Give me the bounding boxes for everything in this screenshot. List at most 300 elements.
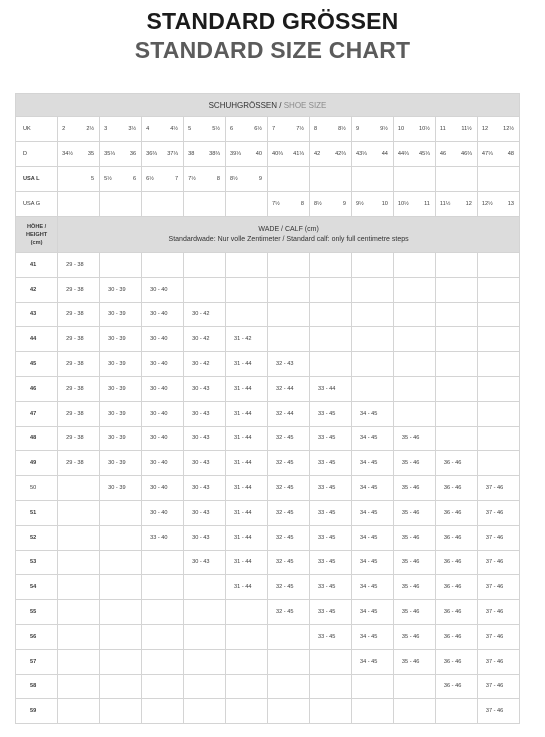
calf-range-cell: 33 - 45 bbox=[309, 451, 351, 476]
calf-range-cell: 33 - 45 bbox=[309, 575, 351, 600]
shoe-size-row-label: D bbox=[16, 142, 58, 167]
shoe-size-cell bbox=[184, 142, 226, 167]
shoe-size-value: 2 bbox=[62, 126, 66, 132]
calf-range-cell bbox=[393, 401, 435, 426]
calf-range-cell bbox=[226, 649, 268, 674]
calf-range-cell bbox=[268, 277, 310, 302]
calf-range-cell: 30 - 40 bbox=[142, 277, 184, 302]
calf-size-row bbox=[16, 451, 520, 476]
calf-range-cell bbox=[393, 352, 435, 377]
calf-range-cell bbox=[58, 575, 100, 600]
height-value: 58 bbox=[16, 674, 58, 699]
calf-range-cell: 32 - 45 bbox=[268, 600, 310, 625]
calf-range-cell bbox=[58, 699, 100, 724]
shoe-size-cell bbox=[142, 117, 184, 142]
calf-range-cell: 29 - 38 bbox=[58, 327, 100, 352]
calf-range-cell: 34 - 45 bbox=[351, 451, 393, 476]
calf-range-cell bbox=[142, 699, 184, 724]
shoe-size-value: 5½ bbox=[212, 126, 221, 132]
calf-range-cell bbox=[184, 600, 226, 625]
shoe-size-value: 11½ bbox=[439, 201, 451, 207]
calf-column-header bbox=[58, 217, 520, 253]
calf-range-cell: 31 - 44 bbox=[226, 550, 268, 575]
shoe-size-cell bbox=[351, 117, 393, 142]
calf-range-cell: 30 - 40 bbox=[142, 352, 184, 377]
calf-range-cell: 30 - 39 bbox=[100, 401, 142, 426]
calf-range-cell: 32 - 45 bbox=[268, 426, 310, 451]
calf-range-cell: 34 - 45 bbox=[351, 426, 393, 451]
calf-range-cell: 34 - 45 bbox=[351, 525, 393, 550]
shoe-size-value: 4 bbox=[146, 126, 150, 132]
calf-range-cell bbox=[393, 699, 435, 724]
calf-range-cell: 30 - 39 bbox=[100, 277, 142, 302]
shoe-size-value: 7½ bbox=[296, 126, 304, 132]
calf-range-cell: 30 - 40 bbox=[142, 451, 184, 476]
calf-range-cell: 33 - 45 bbox=[309, 525, 351, 550]
shoe-size-value: 12 bbox=[481, 126, 489, 132]
calf-range-cell: 33 - 45 bbox=[309, 426, 351, 451]
calf-range-cell bbox=[435, 699, 477, 724]
calf-range-cell: 30 - 39 bbox=[100, 352, 142, 377]
calf-header-title: WADE / CALF (cm) bbox=[258, 225, 319, 233]
calf-range-cell bbox=[435, 277, 477, 302]
calf-range-cell bbox=[58, 550, 100, 575]
shoe-size-value: 6½ bbox=[146, 176, 154, 182]
calf-range-cell: 31 - 44 bbox=[226, 376, 268, 401]
calf-range-cell: 37 - 46 bbox=[477, 476, 519, 501]
calf-range-cell bbox=[100, 600, 142, 625]
calf-range-cell bbox=[100, 649, 142, 674]
calf-range-cell bbox=[184, 575, 226, 600]
calf-size-row bbox=[16, 277, 520, 302]
calf-range-cell bbox=[226, 624, 268, 649]
calf-range-cell: 32 - 45 bbox=[268, 575, 310, 600]
shoe-size-cell bbox=[226, 142, 268, 167]
calf-range-cell: 32 - 45 bbox=[268, 550, 310, 575]
calf-size-row bbox=[16, 376, 520, 401]
calf-range-cell: 36 - 46 bbox=[435, 550, 477, 575]
calf-range-cell bbox=[142, 575, 184, 600]
height-value: 59 bbox=[16, 699, 58, 724]
shoe-size-value: 12½ bbox=[503, 126, 514, 132]
shoe-size-cell bbox=[268, 167, 310, 192]
calf-range-cell: 29 - 38 bbox=[58, 352, 100, 377]
height-value: 53 bbox=[16, 550, 58, 575]
calf-range-cell bbox=[268, 699, 310, 724]
calf-range-cell: 33 - 45 bbox=[309, 401, 351, 426]
calf-size-row bbox=[16, 674, 520, 699]
calf-range-cell bbox=[226, 674, 268, 699]
shoe-size-cell bbox=[435, 142, 477, 167]
calf-range-cell: 34 - 45 bbox=[351, 401, 393, 426]
shoe-size-value: 11 bbox=[439, 126, 446, 132]
calf-range-cell: 30 - 39 bbox=[100, 476, 142, 501]
height-value: 56 bbox=[16, 624, 58, 649]
shoe-size-value: 8 bbox=[313, 126, 318, 132]
shoe-size-value: 42 bbox=[313, 151, 321, 157]
shoe-size-value: 41⅓ bbox=[293, 151, 304, 157]
calf-range-cell bbox=[477, 253, 519, 278]
calf-range-cell bbox=[351, 327, 393, 352]
shoe-size-cell bbox=[58, 117, 100, 142]
calf-range-cell: 32 - 43 bbox=[268, 352, 310, 377]
calf-range-cell: 36 - 46 bbox=[435, 674, 477, 699]
shoe-size-value: 5 bbox=[91, 176, 95, 182]
calf-range-cell bbox=[477, 401, 519, 426]
calf-size-row bbox=[16, 649, 520, 674]
shoe-size-row-label: USA L bbox=[16, 167, 58, 192]
calf-range-cell bbox=[477, 376, 519, 401]
shoe-size-row bbox=[16, 192, 520, 217]
calf-range-cell bbox=[435, 352, 477, 377]
calf-range-cell bbox=[393, 674, 435, 699]
shoe-size-row bbox=[16, 142, 520, 167]
height-value: 46 bbox=[16, 376, 58, 401]
height-column-header-line: HEIGHT bbox=[26, 231, 48, 238]
calf-range-cell bbox=[226, 277, 268, 302]
shoe-size-cell bbox=[226, 167, 268, 192]
calf-range-cell: 33 - 45 bbox=[309, 500, 351, 525]
calf-range-cell: 35 - 46 bbox=[393, 575, 435, 600]
calf-range-cell: 33 - 45 bbox=[309, 600, 351, 625]
calf-range-cell bbox=[309, 302, 351, 327]
calf-range-cell: 30 - 39 bbox=[100, 426, 142, 451]
shoe-size-value: 9 bbox=[258, 176, 263, 182]
shoe-size-value: 12 bbox=[465, 201, 472, 207]
calf-range-cell: 36 - 46 bbox=[435, 624, 477, 649]
calf-header-subtitle: Standardwade: Nur volle Zentimeter / Standard calf: only full centimetre steps bbox=[168, 235, 409, 243]
shoe-size-value: 46⅔ bbox=[460, 151, 472, 157]
calf-range-cell bbox=[435, 376, 477, 401]
calf-range-cell: 29 - 38 bbox=[58, 253, 100, 278]
calf-range-cell bbox=[351, 277, 393, 302]
shoe-size-cell bbox=[309, 117, 351, 142]
calf-range-cell: 35 - 46 bbox=[393, 426, 435, 451]
calf-size-row bbox=[16, 575, 520, 600]
calf-range-cell bbox=[268, 624, 310, 649]
shoe-size-value: 8 bbox=[216, 176, 221, 182]
calf-range-cell bbox=[309, 277, 351, 302]
calf-range-cell bbox=[142, 253, 184, 278]
shoe-size-row bbox=[16, 167, 520, 192]
shoe-size-cell bbox=[393, 142, 435, 167]
shoe-size-cell bbox=[351, 142, 393, 167]
calf-range-cell: 30 - 39 bbox=[100, 302, 142, 327]
calf-range-cell bbox=[184, 674, 226, 699]
shoe-size-header-de: SCHUHGRÖSSEN / bbox=[208, 100, 282, 110]
calf-range-cell: 37 - 46 bbox=[477, 525, 519, 550]
shoe-size-value: 7 bbox=[174, 176, 179, 182]
shoe-size-cell bbox=[100, 117, 142, 142]
shoe-size-value: 7 bbox=[272, 126, 276, 132]
calf-range-cell bbox=[309, 674, 351, 699]
calf-range-cell bbox=[142, 674, 184, 699]
calf-size-row bbox=[16, 500, 520, 525]
calf-range-cell: 30 - 40 bbox=[142, 426, 184, 451]
calf-range-cell: 35 - 46 bbox=[393, 500, 435, 525]
shoe-size-header-en: SHOE SIZE bbox=[283, 100, 327, 110]
height-value: 47 bbox=[16, 401, 58, 426]
shoe-size-cell bbox=[268, 117, 310, 142]
calf-range-cell: 31 - 44 bbox=[226, 500, 268, 525]
calf-range-cell: 34 - 45 bbox=[351, 575, 393, 600]
height-value: 41 bbox=[16, 253, 58, 278]
calf-range-cell bbox=[393, 253, 435, 278]
shoe-size-cell bbox=[477, 192, 519, 217]
calf-range-cell: 30 - 43 bbox=[184, 401, 226, 426]
calf-range-cell bbox=[226, 253, 268, 278]
calf-range-cell: 34 - 45 bbox=[351, 624, 393, 649]
height-value: 55 bbox=[16, 600, 58, 625]
calf-range-cell: 33 - 40 bbox=[142, 525, 184, 550]
calf-range-cell bbox=[435, 426, 477, 451]
calf-range-cell bbox=[58, 649, 100, 674]
shoe-size-value: 6 bbox=[230, 126, 234, 132]
calf-range-cell: 33 - 45 bbox=[309, 550, 351, 575]
shoe-size-header-row bbox=[16, 94, 520, 117]
shoe-size-cell bbox=[393, 117, 435, 142]
shoe-size-cell bbox=[184, 167, 226, 192]
calf-range-cell: 37 - 46 bbox=[477, 575, 519, 600]
shoe-size-value: 10 bbox=[397, 126, 405, 132]
shoe-size-row bbox=[16, 117, 520, 142]
calf-range-cell: 30 - 42 bbox=[184, 327, 226, 352]
calf-range-cell bbox=[393, 327, 435, 352]
height-value: 49 bbox=[16, 451, 58, 476]
calf-range-cell bbox=[58, 525, 100, 550]
shoe-size-value: 35 bbox=[87, 151, 95, 157]
height-value: 51 bbox=[16, 500, 58, 525]
size-chart-table bbox=[15, 93, 520, 724]
shoe-size-value: 3 bbox=[104, 126, 108, 132]
height-column-header-line: (cm) bbox=[30, 239, 43, 246]
chart-title-de: STANDARD GRÖSSEN bbox=[146, 8, 399, 34]
calf-range-cell: 37 - 46 bbox=[477, 624, 519, 649]
height-value: 45 bbox=[16, 352, 58, 377]
shoe-size-cell bbox=[309, 142, 351, 167]
calf-range-cell: 30 - 43 bbox=[184, 376, 226, 401]
calf-range-cell: 30 - 42 bbox=[184, 352, 226, 377]
calf-range-cell bbox=[142, 649, 184, 674]
shoe-size-value: 9 bbox=[355, 126, 360, 132]
calf-range-cell: 32 - 45 bbox=[268, 476, 310, 501]
calf-range-cell bbox=[100, 253, 142, 278]
calf-range-cell: 30 - 43 bbox=[184, 426, 226, 451]
calf-range-cell bbox=[477, 451, 519, 476]
calf-range-cell: 30 - 39 bbox=[100, 376, 142, 401]
calf-range-cell: 32 - 45 bbox=[268, 451, 310, 476]
calf-range-cell bbox=[393, 376, 435, 401]
calf-range-cell bbox=[477, 277, 519, 302]
shoe-size-value: 13 bbox=[507, 201, 514, 207]
calf-range-cell bbox=[100, 500, 142, 525]
height-column-header-line: HÖHE / bbox=[26, 223, 47, 230]
calf-range-cell: 30 - 43 bbox=[184, 550, 226, 575]
calf-range-cell: 30 - 43 bbox=[184, 500, 226, 525]
shoe-size-value: 43⅓ bbox=[355, 151, 367, 157]
calf-size-row bbox=[16, 600, 520, 625]
calf-range-cell: 30 - 40 bbox=[142, 376, 184, 401]
calf-range-cell: 35 - 46 bbox=[393, 525, 435, 550]
calf-range-cell: 30 - 40 bbox=[142, 500, 184, 525]
shoe-size-value: 12½ bbox=[481, 201, 493, 207]
shoe-size-value: 36⅔ bbox=[146, 151, 157, 157]
calf-size-row bbox=[16, 426, 520, 451]
shoe-size-cell bbox=[100, 142, 142, 167]
shoe-size-value: 5 bbox=[188, 126, 192, 132]
calf-range-cell: 32 - 45 bbox=[268, 500, 310, 525]
calf-range-cell: 33 - 45 bbox=[309, 476, 351, 501]
calf-range-cell: 36 - 46 bbox=[435, 525, 477, 550]
calf-range-cell bbox=[226, 699, 268, 724]
calf-range-cell: 30 - 40 bbox=[142, 302, 184, 327]
shoe-size-cell bbox=[184, 192, 226, 217]
calf-range-cell bbox=[351, 699, 393, 724]
calf-range-cell: 30 - 39 bbox=[100, 451, 142, 476]
shoe-size-cell bbox=[142, 142, 184, 167]
height-value: 43 bbox=[16, 302, 58, 327]
calf-range-cell: 35 - 46 bbox=[393, 624, 435, 649]
calf-range-cell bbox=[351, 302, 393, 327]
shoe-size-value: 9½ bbox=[355, 201, 364, 207]
calf-range-cell: 30 - 43 bbox=[184, 476, 226, 501]
calf-range-cell bbox=[268, 649, 310, 674]
calf-range-cell: 31 - 42 bbox=[226, 327, 268, 352]
calf-range-cell bbox=[184, 277, 226, 302]
calf-range-cell bbox=[351, 674, 393, 699]
shoe-size-value: 36 bbox=[129, 151, 137, 157]
shoe-size-cell bbox=[268, 142, 310, 167]
calf-header-row bbox=[16, 217, 520, 253]
calf-range-cell bbox=[58, 624, 100, 649]
shoe-size-value: 47⅓ bbox=[481, 151, 493, 157]
calf-range-cell bbox=[477, 302, 519, 327]
calf-range-cell: 35 - 46 bbox=[393, 476, 435, 501]
calf-range-cell bbox=[309, 327, 351, 352]
calf-range-cell: 37 - 46 bbox=[477, 500, 519, 525]
calf-range-cell bbox=[268, 253, 310, 278]
calf-range-cell: 29 - 38 bbox=[58, 302, 100, 327]
shoe-size-cell bbox=[268, 192, 310, 217]
calf-range-cell: 32 - 45 bbox=[268, 525, 310, 550]
calf-range-cell bbox=[268, 327, 310, 352]
shoe-size-cell bbox=[226, 117, 268, 142]
calf-range-cell: 29 - 38 bbox=[58, 401, 100, 426]
shoe-size-value: 42⅔ bbox=[335, 151, 346, 157]
calf-range-cell: 35 - 46 bbox=[393, 600, 435, 625]
calf-range-cell: 37 - 46 bbox=[477, 600, 519, 625]
height-value: 54 bbox=[16, 575, 58, 600]
shoe-size-cell bbox=[477, 167, 519, 192]
shoe-size-row-label: UK bbox=[16, 117, 58, 142]
shoe-size-value: 39⅓ bbox=[230, 151, 241, 157]
shoe-size-cell bbox=[58, 142, 100, 167]
shoe-size-value: 7½ bbox=[188, 176, 196, 182]
shoe-size-cell bbox=[351, 192, 393, 217]
calf-range-cell bbox=[477, 327, 519, 352]
calf-range-cell: 31 - 44 bbox=[226, 401, 268, 426]
shoe-size-value: 35⅓ bbox=[104, 151, 116, 157]
calf-range-cell bbox=[351, 376, 393, 401]
calf-range-cell bbox=[142, 624, 184, 649]
calf-range-cell bbox=[477, 352, 519, 377]
calf-range-cell bbox=[58, 500, 100, 525]
calf-range-cell bbox=[435, 302, 477, 327]
calf-range-cell bbox=[309, 352, 351, 377]
calf-range-cell: 36 - 46 bbox=[435, 575, 477, 600]
calf-range-cell: 36 - 46 bbox=[435, 476, 477, 501]
calf-range-cell: 30 - 43 bbox=[184, 525, 226, 550]
shoe-size-cell bbox=[184, 117, 226, 142]
calf-range-cell: 31 - 44 bbox=[226, 352, 268, 377]
calf-range-cell bbox=[100, 550, 142, 575]
calf-range-cell: 35 - 46 bbox=[393, 451, 435, 476]
shoe-size-value: 9 bbox=[342, 201, 346, 207]
shoe-size-cell bbox=[58, 167, 100, 192]
calf-range-cell bbox=[226, 302, 268, 327]
calf-range-cell: 31 - 44 bbox=[226, 525, 268, 550]
calf-size-row bbox=[16, 476, 520, 501]
shoe-size-cell bbox=[351, 167, 393, 192]
calf-range-cell bbox=[435, 253, 477, 278]
calf-range-cell bbox=[184, 253, 226, 278]
shoe-size-cell bbox=[142, 192, 184, 217]
calf-range-cell: 33 - 44 bbox=[309, 376, 351, 401]
shoe-size-cell bbox=[142, 167, 184, 192]
shoe-size-value: 44 bbox=[381, 151, 388, 157]
calf-size-row bbox=[16, 525, 520, 550]
calf-range-cell: 30 - 39 bbox=[100, 327, 142, 352]
calf-range-cell bbox=[184, 699, 226, 724]
shoe-size-cell bbox=[435, 117, 477, 142]
shoe-size-value: 10 bbox=[381, 201, 388, 207]
calf-range-cell: 34 - 45 bbox=[351, 600, 393, 625]
calf-range-cell: 34 - 45 bbox=[351, 476, 393, 501]
calf-range-cell bbox=[58, 476, 100, 501]
shoe-size-cell bbox=[393, 167, 435, 192]
calf-range-cell: 29 - 38 bbox=[58, 426, 100, 451]
calf-range-cell bbox=[142, 600, 184, 625]
calf-range-cell bbox=[268, 302, 310, 327]
shoe-size-value: 40 bbox=[255, 151, 263, 157]
calf-range-cell bbox=[184, 624, 226, 649]
shoe-size-cell bbox=[226, 192, 268, 217]
calf-range-cell: 36 - 46 bbox=[435, 500, 477, 525]
shoe-size-value: 10½ bbox=[419, 126, 430, 132]
calf-range-cell: 37 - 46 bbox=[477, 550, 519, 575]
shoe-size-value: 10½ bbox=[397, 201, 409, 207]
shoe-size-value: 37⅓ bbox=[167, 151, 179, 157]
calf-range-cell: 30 - 40 bbox=[142, 327, 184, 352]
shoe-size-cell bbox=[309, 167, 351, 192]
calf-range-cell: 34 - 45 bbox=[351, 500, 393, 525]
shoe-size-value: 9½ bbox=[380, 126, 388, 132]
calf-range-cell: 34 - 45 bbox=[351, 649, 393, 674]
calf-range-cell: 31 - 44 bbox=[226, 451, 268, 476]
calf-range-cell: 31 - 44 bbox=[226, 575, 268, 600]
shoe-size-value: 8 bbox=[300, 201, 304, 207]
shoe-size-value: 3½ bbox=[128, 126, 137, 132]
height-column-header bbox=[16, 217, 58, 253]
shoe-size-value: 7½ bbox=[272, 201, 280, 207]
shoe-size-value: 6 bbox=[132, 176, 137, 182]
calf-size-row bbox=[16, 624, 520, 649]
calf-range-cell: 37 - 46 bbox=[477, 649, 519, 674]
height-value: 44 bbox=[16, 327, 58, 352]
calf-range-cell bbox=[309, 649, 351, 674]
shoe-size-cell bbox=[100, 192, 142, 217]
shoe-size-cell bbox=[477, 142, 519, 167]
